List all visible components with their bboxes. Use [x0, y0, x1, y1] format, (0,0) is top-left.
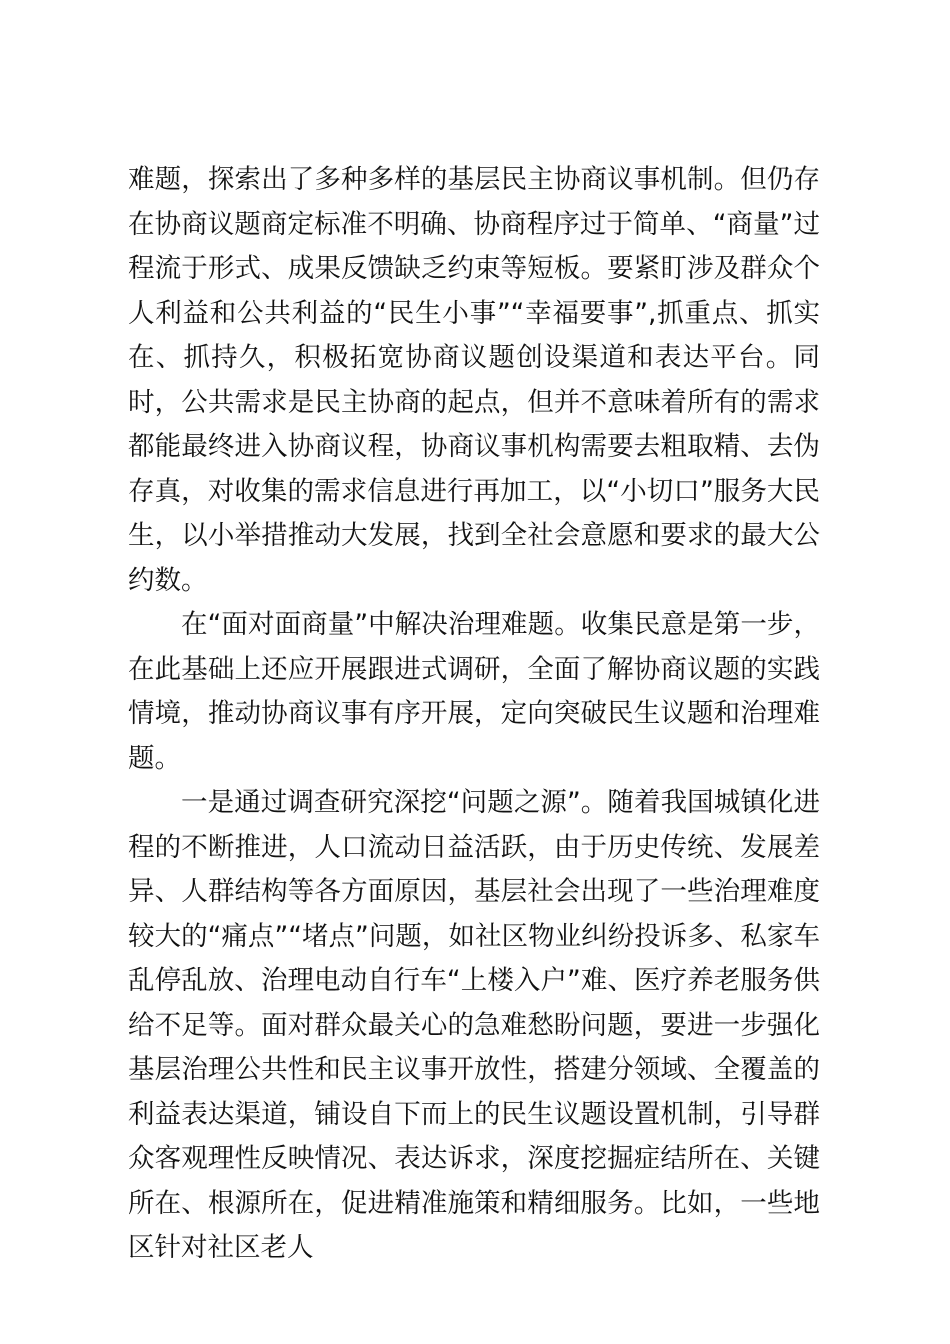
document-body	[128, 158, 820, 1271]
paragraph-continuation: 难题，探索出了多种多样的基层民主协商议事机制。但仍存在协商议题商定标准不明确、协商程序过于简单、“商量”过程流于形式、成果反馈缺乏约束等短板。要紧盯涉及群众个人利益和公共利益的“民生小事”“幸福要事”,抓重点、抓实在、抓持久，积极拓宽协商议题创设渠道和表达平台。同时，公共需求是民主协商的起点，但并不意味着所有的需求都能最终进入协商议程，协商议事机构需要去粗取精、去伪存真，对收集的需求信息进行再加工，以“小切口”服务大民生，以小举措推动大发展，找到全社会意愿和要求的最大公约数。	[128, 164, 820, 596]
paragraph-problem-source: 一是通过调查研究深挖“问题之源”。随着我国城镇化进程的不断推进，人口流动日益活跃，由于历史传统、发展差异、人群结构等各方面原因，基层社会出现了一些治理难度较大的“痛点”“堵点”问题，如社区物业纠纷投诉多、私家车乱停乱放、治理电动自行车“上楼入户”难、医疗养老服务供给不足等。面对群众最关心的急难愁盼问题，要进一步强化基层治理公共性和民主议事开放性，搭建分领域、全覆盖的利益表达渠道，铺设自下而上的民生议题设置机制，引导群众客观理性反映情况、表达诉求，深度挖掘症结所在、关键所在、根源所在，促进精准施策和精细服务。比如，一些地区针对社区老人	[128, 787, 820, 1263]
paragraph-face-to-face-consultation: 在“面对面商量”中解决治理难题。收集民意是第一步，在此基础上还应开展跟进式调研，全面了解协商议题的实践情境，推动协商议事有序开展，定向突破民生议题和治理难题。	[128, 609, 820, 774]
